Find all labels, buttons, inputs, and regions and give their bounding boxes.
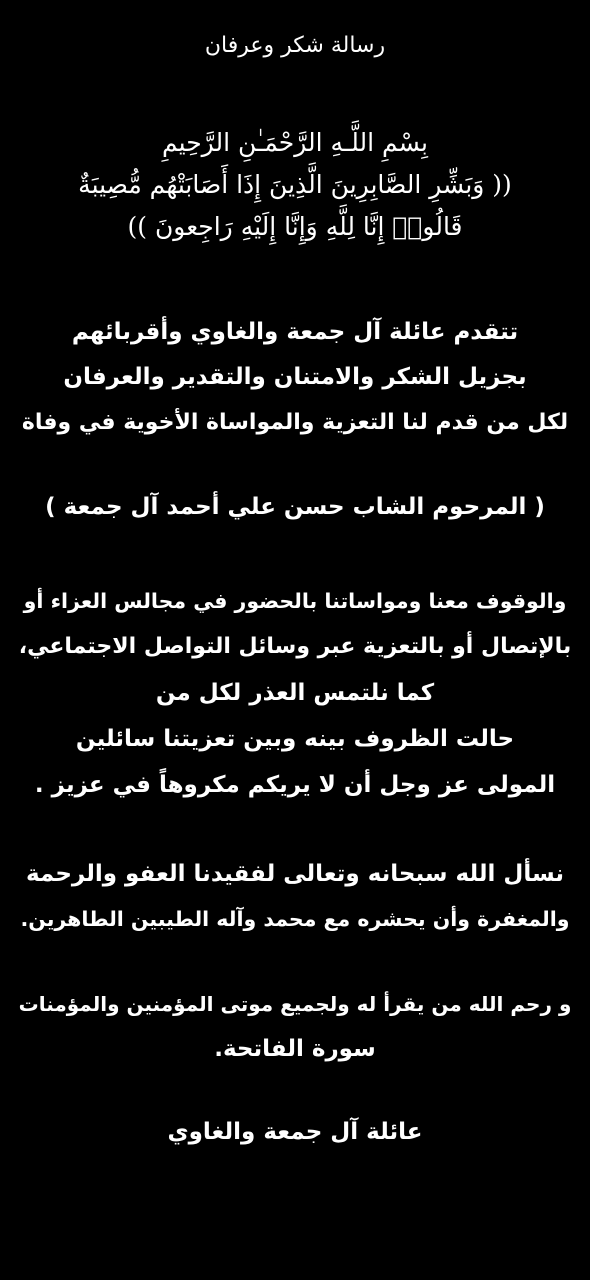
quran-verse xyxy=(18,122,572,248)
basmala-line: بِسْمِ اللَّـهِ الرَّحْمَـٰنِ الرَّحِيمِ xyxy=(162,128,428,157)
intro-line: تتقدم عائلة آل جمعة والغاوي وأقربائهم xyxy=(71,319,519,345)
verse-line: (( وَبَشِّرِ الصَّابِرِينَ الَّذِينَ إِذَا أَصَابَتْهُم مُّصِيبَةٌ xyxy=(78,170,512,199)
fatiha-request xyxy=(18,982,572,1072)
intro-line: بجزيل الشكر والامتنان والتقدير والعرفان xyxy=(63,364,527,390)
body-paragraph xyxy=(18,578,572,808)
fatiha-line: سورة الفاتحة. xyxy=(214,1036,376,1062)
body-line: المولى عز وجل أن لا يريكم مكروهاً في عزيز . xyxy=(34,772,556,798)
prayer-line: والمغفرة وأن يحشره مع محمد وآله الطيبين الطاهرين. xyxy=(20,907,570,931)
intro-line: لكل من قدم لنا التعزية والمواساة الأخوية في وفاة xyxy=(21,410,569,435)
deceased-name: ( المرحوم الشاب حسن علي أحمد آل جمعة ) xyxy=(45,494,545,520)
fatiha-line: و رحم الله من يقرأ له ولجميع موتى المؤمنين والمؤمنات xyxy=(18,992,572,1016)
body-line: بالإتصال أو بالتعزية عبر وسائل التواصل الاجتماعي، xyxy=(18,634,572,659)
prayer-paragraph xyxy=(18,852,572,942)
letter-title: رسالة شكر وعرفان xyxy=(204,33,386,58)
prayer-line: نسأل الله سبحانه وتعالى لفقيدنا العفو والرحمة xyxy=(25,861,565,887)
intro-paragraph xyxy=(18,310,572,445)
body-line: كما نلتمس العذر لكل من xyxy=(155,680,435,706)
body-line: حالت الظروف بينه وبين تعزيتنا سائلين xyxy=(75,726,515,752)
body-line: والوقوف معنا ومواساتنا بالحضور في مجالس العزاء أو xyxy=(23,589,567,613)
family-signature: عائلة آل جمعة والغاوي xyxy=(167,1119,423,1145)
verse-line: قَالُوا۟ إِنَّا لِلَّهِ وَإِنَّا إِلَيْهِ رَاجِعونَ )) xyxy=(127,212,463,241)
